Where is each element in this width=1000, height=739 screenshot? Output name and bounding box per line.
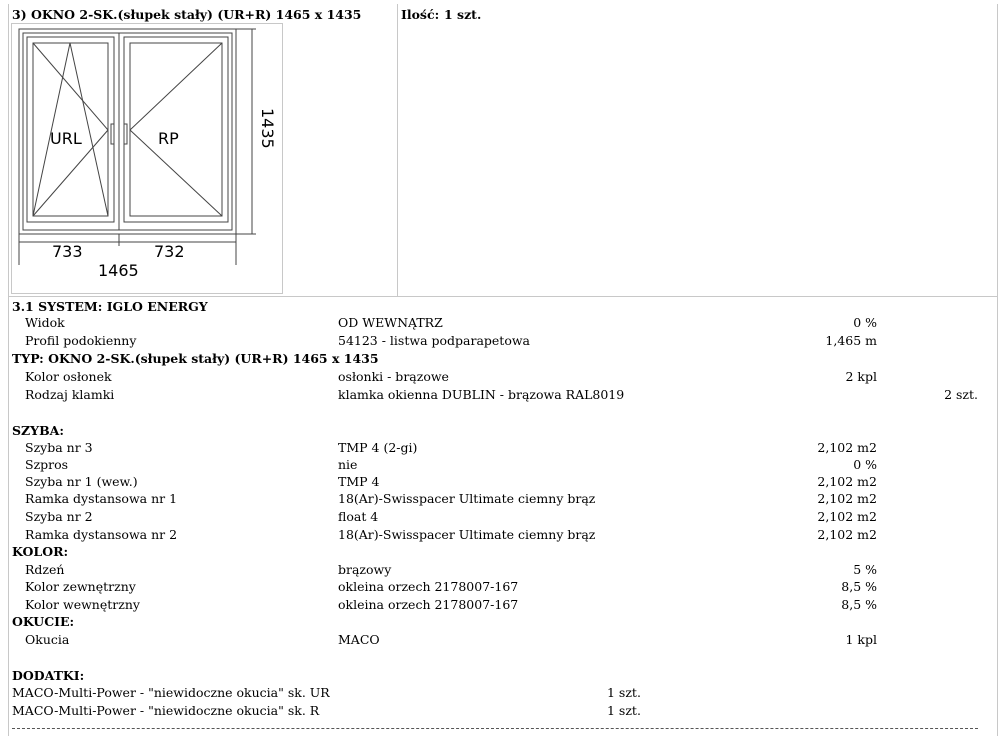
window-drawing <box>0 0 300 300</box>
szyba-row-value: 18(Ar)-Swisspacer Ultimate ciemny brąz <box>338 491 596 506</box>
product-title: 3) OKNO 2-SK.(słupek stały) (UR+R) 1465 x 1435 <box>12 7 362 22</box>
system-row-amount: 1,465 m <box>825 333 877 348</box>
quantity-value: 1 szt. <box>444 7 482 22</box>
szyba-row-amount: 2,102 m2 <box>817 527 877 542</box>
dodatki-heading: DODATKI: <box>12 668 85 683</box>
szyba-row-value: 18(Ar)-Swisspacer Ultimate ciemny brąz <box>338 527 596 542</box>
kolor-row-amount: 8,5 % <box>841 579 877 594</box>
system-heading: 3.1 SYSTEM: IGLO ENERGY <box>12 299 208 314</box>
dodatki-row-amount: 1 szt. <box>607 703 641 718</box>
okucie-row-value: MACO <box>338 632 380 647</box>
kolor-row-value: brązowy <box>338 562 392 577</box>
system-row-value: OD WEWNĄTRZ <box>338 315 443 330</box>
typ-row-label: Rodzaj klamki <box>25 387 115 402</box>
szyba-row-value: TMP 4 <box>338 474 380 489</box>
szyba-row-amount: 2,102 m2 <box>817 509 877 524</box>
kolor-row-value: okleina orzech 2178007-167 <box>338 597 519 612</box>
system-row-amount: 0 % <box>853 315 877 330</box>
kolor-row-amount: 8,5 % <box>841 597 877 612</box>
szyba-heading: SZYBA: <box>12 423 64 438</box>
dodatki-row-label: MACO-Multi-Power - "niewidoczne okucia" sk. UR <box>12 685 330 700</box>
typ-row-value: klamka okienna DUBLIN - brązowa RAL8019 <box>338 387 625 402</box>
handle-left-icon <box>111 124 114 144</box>
system-row-label: Profil podokienny <box>25 333 137 348</box>
dodatki-row-label: MACO-Multi-Power - "niewidoczne okucia" sk. R <box>12 703 320 718</box>
typ-row-value: osłonki - brązowe <box>338 369 449 384</box>
szyba-row-amount: 0 % <box>853 457 877 472</box>
width-left-dimension: 733 <box>52 242 83 261</box>
right-sash-label: RP <box>158 129 179 148</box>
height-dimension: 1435 <box>258 108 277 149</box>
kolor-row-amount: 5 % <box>853 562 877 577</box>
kolor-row-label: Rdzeń <box>25 562 65 577</box>
szyba-row-value: nie <box>338 457 358 472</box>
szyba-row-label: Szyba nr 3 <box>25 440 93 455</box>
system-row-value: 54123 - listwa podparapetowa <box>338 333 531 348</box>
okucie-row-label: Okucia <box>25 632 70 647</box>
system-row-label: Widok <box>25 315 65 330</box>
dodatki-row-amount: 1 szt. <box>607 685 641 700</box>
dashed-separator <box>12 728 978 729</box>
typ-row-label: Kolor osłonek <box>25 369 112 384</box>
okucie-row-amount: 1 kpl <box>845 632 877 647</box>
szyba-row-label: Ramka dystansowa nr 1 <box>25 491 178 506</box>
width-total-dimension: 1465 <box>98 261 139 280</box>
szyba-row-label: Szpros <box>25 457 69 472</box>
quantity-label: Ilość: <box>401 7 440 22</box>
typ-heading: TYP: OKNO 2-SK.(słupek stały) (UR+R) 1465 x 1435 <box>12 351 379 366</box>
szyba-row-label: Szyba nr 2 <box>25 509 93 524</box>
kolor-row-label: Kolor zewnętrzny <box>25 579 136 594</box>
szyba-row-value: float 4 <box>338 509 379 524</box>
typ-row-extra: 2 szt. <box>944 387 978 402</box>
kolor-row-label: Kolor wewnętrzny <box>25 597 140 612</box>
kolor-heading: KOLOR: <box>12 544 69 559</box>
left-sash-label: URL <box>50 129 82 148</box>
szyba-row-label: Ramka dystansowa nr 2 <box>25 527 178 542</box>
handle-right-icon <box>124 124 127 144</box>
szyba-row-label: Szyba nr 1 (wew.) <box>25 474 138 489</box>
typ-row-amount: 2 kpl <box>845 369 877 384</box>
width-right-dimension: 732 <box>154 242 185 261</box>
szyba-row-amount: 2,102 m2 <box>817 440 877 455</box>
kolor-row-value: okleina orzech 2178007-167 <box>338 579 519 594</box>
szyba-row-amount: 2,102 m2 <box>817 474 877 489</box>
okucie-heading: OKUCIE: <box>12 614 75 629</box>
szyba-row-value: TMP 4 (2-gi) <box>338 440 418 455</box>
szyba-row-amount: 2,102 m2 <box>817 491 877 506</box>
